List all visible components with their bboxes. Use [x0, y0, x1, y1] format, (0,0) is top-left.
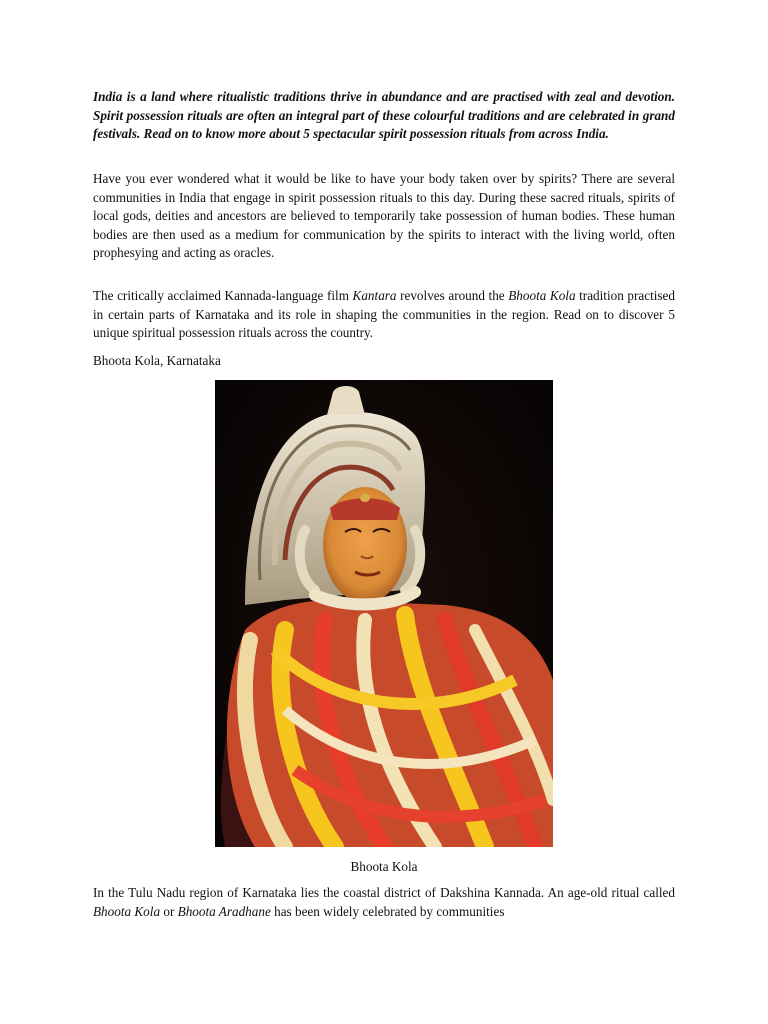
- paragraph-tulu-nadu: [93, 884, 675, 921]
- text-segment: has been widely celebrated by communities: [270, 903, 505, 919]
- text-segment: or: [160, 903, 178, 919]
- ritual-alt-name: Bhoota Aradhane: [177, 903, 271, 919]
- intro-paragraph: India is a land where ritualistic traditions thrive in abundance and are practised with zeal and devotion. Spirit possession rituals are often an integral part of these colourful traditions and are celebrated in grand festivals. Read on to know more about 5 spectacular spirit possession rituals from across India.: [93, 89, 675, 142]
- text-segment: tradition practised in certain parts of Karnataka and its role in shaping the communities in the region. Read on to discover 5 unique spiritual possession rituals across the country.: [93, 288, 675, 341]
- bhoota-kola-photo: [215, 380, 553, 847]
- text-segment: revolves around the: [396, 288, 509, 303]
- image-caption: Bhoota Kola: [350, 859, 418, 874]
- paragraph-spirits: Have you ever wondered what it would be like to have your body taken over by spirits? There are several communities in India that engage in spirit possession rituals to this day. During these sacred rituals, spirits of local gods, deities and ancestors are believed to temporarily take possession of human bodies. These human bodies are then used as a medium for communication by the spirits to interact with the living world, often prophesying and acting as oracles.: [93, 171, 675, 261]
- text-segment: The critically acclaimed Kannada-language film: [93, 288, 353, 303]
- text-segment: In the Tulu Nadu region of Karnataka lies the coastal district of Dakshina Kannada. An age-old ritual called: [93, 885, 675, 900]
- tradition-name: Bhoota Kola: [508, 288, 576, 303]
- paragraph-kantara: [93, 287, 675, 343]
- section-heading: Bhoota Kola, Karnataka: [93, 353, 221, 368]
- ritual-name: Bhoota Kola: [93, 903, 161, 919]
- film-title: Kantara: [352, 288, 397, 303]
